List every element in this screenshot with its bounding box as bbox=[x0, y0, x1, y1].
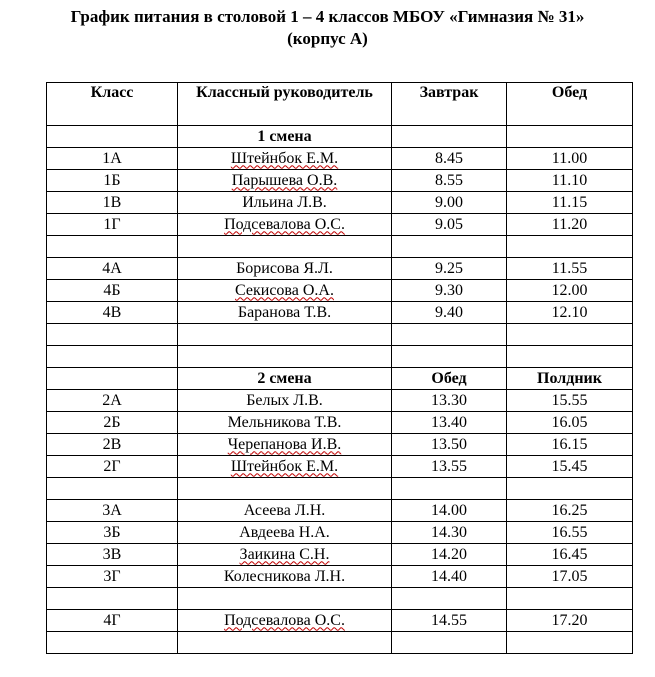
teacher-cell bbox=[178, 214, 392, 236]
class-cell: 2Г bbox=[47, 456, 178, 478]
shift-2-header-lunch: Обед bbox=[392, 368, 507, 390]
shift-2-header-snack: Полдник bbox=[507, 368, 633, 390]
class-cell: 1А bbox=[47, 148, 178, 170]
empty-cell bbox=[47, 632, 178, 654]
teacher-name: Штейнбок Е.М. bbox=[230, 457, 339, 475]
table-row bbox=[47, 544, 633, 566]
header-teacher: Классный руководитель bbox=[178, 83, 392, 126]
teacher-cell bbox=[178, 522, 392, 544]
time-cell-1: 9.30 bbox=[392, 280, 507, 302]
time-cell-1: 14.30 bbox=[392, 522, 507, 544]
empty-cell bbox=[47, 346, 178, 368]
time-cell-2: 11.15 bbox=[507, 192, 633, 214]
empty-cell bbox=[178, 632, 392, 654]
empty-cell bbox=[47, 368, 178, 390]
table-row bbox=[47, 500, 633, 522]
time-cell-2: 16.45 bbox=[507, 544, 633, 566]
time-cell-1: 13.50 bbox=[392, 434, 507, 456]
schedule-body bbox=[47, 83, 633, 654]
shift-2-label: 2 смена bbox=[178, 368, 392, 390]
time-cell-2: 11.20 bbox=[507, 214, 633, 236]
teacher-name: Баранова Т.В. bbox=[237, 303, 332, 321]
empty-row bbox=[47, 478, 633, 500]
time-cell-2: 11.00 bbox=[507, 148, 633, 170]
empty-row bbox=[47, 632, 633, 654]
time-cell-1: 9.00 bbox=[392, 192, 507, 214]
time-cell-1: 9.05 bbox=[392, 214, 507, 236]
class-cell: 2Б bbox=[47, 412, 178, 434]
teacher-cell bbox=[178, 566, 392, 588]
class-cell: 3Г bbox=[47, 566, 178, 588]
time-cell-2: 16.55 bbox=[507, 522, 633, 544]
teacher-name: Черепанова И.В. bbox=[227, 435, 342, 453]
teacher-cell bbox=[178, 258, 392, 280]
time-cell-2: 15.55 bbox=[507, 390, 633, 412]
class-cell: 3В bbox=[47, 544, 178, 566]
empty-cell bbox=[392, 236, 507, 258]
title-line-1: График питания в столовой 1 – 4 классов МБОУ «Гимназия № 31» bbox=[70, 7, 585, 26]
time-cell-2: 11.55 bbox=[507, 258, 633, 280]
time-cell-1: 9.40 bbox=[392, 302, 507, 324]
teacher-name: Колесникова Л.Н. bbox=[223, 567, 346, 585]
time-cell-1: 13.30 bbox=[392, 390, 507, 412]
class-cell: 4Г bbox=[47, 610, 178, 632]
table-row bbox=[47, 258, 633, 280]
teacher-cell bbox=[178, 610, 392, 632]
time-cell-1: 13.40 bbox=[392, 412, 507, 434]
teacher-cell bbox=[178, 302, 392, 324]
time-cell-2: 16.05 bbox=[507, 412, 633, 434]
teacher-cell bbox=[178, 434, 392, 456]
teacher-cell bbox=[178, 148, 392, 170]
table-row bbox=[47, 170, 633, 192]
empty-cell bbox=[507, 478, 633, 500]
title-line-2: (корпус А) bbox=[287, 29, 368, 48]
table-row bbox=[47, 390, 633, 412]
class-cell: 3А bbox=[47, 500, 178, 522]
time-cell-1: 8.55 bbox=[392, 170, 507, 192]
teacher-name: Секисова О.А. bbox=[235, 281, 334, 299]
teacher-cell bbox=[178, 192, 392, 214]
empty-cell bbox=[178, 236, 392, 258]
empty-row bbox=[47, 324, 633, 346]
time-cell-2: 12.10 bbox=[507, 302, 633, 324]
teacher-name: Асеева Л.Н. bbox=[243, 501, 326, 519]
empty-cell bbox=[507, 346, 633, 368]
teacher-name: Парышева О.В. bbox=[231, 171, 338, 189]
empty-cell bbox=[392, 632, 507, 654]
class-cell: 1В bbox=[47, 192, 178, 214]
teacher-name: Мельникова Т.В. bbox=[227, 413, 342, 431]
empty-cell bbox=[392, 588, 507, 610]
table-row bbox=[47, 610, 633, 632]
teacher-cell bbox=[178, 170, 392, 192]
empty-cell bbox=[178, 588, 392, 610]
time-cell-2: 16.15 bbox=[507, 434, 633, 456]
table-row bbox=[47, 148, 633, 170]
empty-row bbox=[47, 346, 633, 368]
time-cell-1: 14.20 bbox=[392, 544, 507, 566]
class-cell: 3Б bbox=[47, 522, 178, 544]
time-cell-1: 14.00 bbox=[392, 500, 507, 522]
teacher-cell bbox=[178, 456, 392, 478]
empty-cell bbox=[507, 588, 633, 610]
class-cell: 4А bbox=[47, 258, 178, 280]
empty-cell bbox=[178, 346, 392, 368]
teacher-cell bbox=[178, 280, 392, 302]
class-cell: 4Б bbox=[47, 280, 178, 302]
empty-cell bbox=[392, 478, 507, 500]
empty-cell bbox=[392, 346, 507, 368]
class-cell: 1Г bbox=[47, 214, 178, 236]
time-cell-2: 17.05 bbox=[507, 566, 633, 588]
empty-row bbox=[47, 236, 633, 258]
time-cell-1: 13.55 bbox=[392, 456, 507, 478]
time-cell-1: 14.55 bbox=[392, 610, 507, 632]
teacher-cell bbox=[178, 544, 392, 566]
table-row bbox=[47, 566, 633, 588]
empty-cell bbox=[507, 126, 633, 148]
header-lunch: Обед bbox=[507, 83, 633, 126]
time-cell-1: 14.40 bbox=[392, 566, 507, 588]
empty-cell bbox=[47, 324, 178, 346]
time-cell-2: 16.25 bbox=[507, 500, 633, 522]
table-row bbox=[47, 434, 633, 456]
table-row bbox=[47, 280, 633, 302]
table-row bbox=[47, 522, 633, 544]
teacher-name: Подсевалова О.С. bbox=[224, 215, 345, 233]
time-cell-2: 15.45 bbox=[507, 456, 633, 478]
time-cell-1: 9.25 bbox=[392, 258, 507, 280]
class-cell: 4В bbox=[47, 302, 178, 324]
header-breakfast: Завтрак bbox=[392, 83, 507, 126]
teacher-cell bbox=[178, 500, 392, 522]
teacher-name: Ильина Л.В. bbox=[242, 193, 327, 211]
time-cell-1: 8.45 bbox=[392, 148, 507, 170]
teacher-name: Белых Л.В. bbox=[246, 391, 323, 409]
empty-cell bbox=[47, 478, 178, 500]
time-cell-2: 12.00 bbox=[507, 280, 633, 302]
empty-cell bbox=[507, 324, 633, 346]
empty-row bbox=[47, 588, 633, 610]
empty-cell bbox=[178, 324, 392, 346]
empty-cell bbox=[392, 126, 507, 148]
table-row bbox=[47, 456, 633, 478]
empty-cell bbox=[47, 236, 178, 258]
class-cell: 2В bbox=[47, 434, 178, 456]
header-row bbox=[47, 83, 633, 126]
empty-cell bbox=[392, 324, 507, 346]
table-row bbox=[47, 302, 633, 324]
teacher-name: Подсевалова О.С. bbox=[224, 611, 345, 629]
teacher-name: Авдеева Н.А. bbox=[239, 523, 330, 541]
empty-cell bbox=[47, 126, 178, 148]
shift-2-row bbox=[47, 368, 633, 390]
empty-cell bbox=[47, 588, 178, 610]
table-row bbox=[47, 192, 633, 214]
empty-cell bbox=[178, 478, 392, 500]
class-cell: 1Б bbox=[47, 170, 178, 192]
empty-cell bbox=[507, 236, 633, 258]
shift-1-label: 1 смена bbox=[178, 126, 392, 148]
teacher-cell bbox=[178, 412, 392, 434]
teacher-cell bbox=[178, 390, 392, 412]
empty-cell bbox=[507, 632, 633, 654]
shift-1-row bbox=[47, 126, 633, 148]
time-cell-2: 11.10 bbox=[507, 170, 633, 192]
time-cell-2: 17.20 bbox=[507, 610, 633, 632]
table-row bbox=[47, 214, 633, 236]
table-row bbox=[47, 412, 633, 434]
schedule-table bbox=[46, 82, 633, 654]
page-title bbox=[0, 6, 655, 50]
class-cell: 2А bbox=[47, 390, 178, 412]
teacher-name: Заикина С.Н. bbox=[239, 545, 330, 563]
teacher-name: Борисова Я.Л. bbox=[236, 259, 333, 277]
header-class: Класс bbox=[47, 83, 178, 126]
teacher-name: Штейнбок Е.М. bbox=[230, 149, 339, 167]
